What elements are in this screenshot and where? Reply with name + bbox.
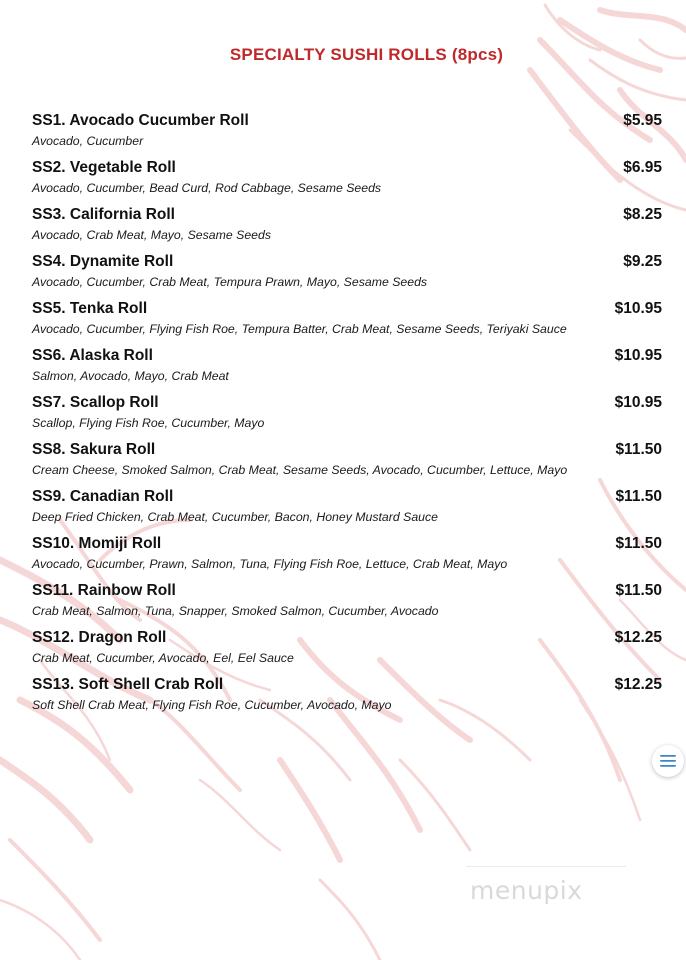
- menu-item-description: Salmon, Avocado, Mayo, Crab Meat: [32, 369, 229, 383]
- menu-item: [32, 488, 662, 535]
- menu-item-name: SS11. Rainbow Roll: [32, 582, 176, 599]
- menu-item: [32, 394, 662, 441]
- menu-item-price: $11.50: [615, 535, 662, 552]
- menu-item-price: $11.50: [615, 441, 662, 458]
- menu-item-price: $11.50: [615, 488, 662, 505]
- menu-item-name: SS2. Vegetable Roll: [32, 159, 176, 176]
- menu-item-price: $10.95: [614, 394, 662, 411]
- menu-item-name: SS7. Scallop Roll: [32, 394, 159, 411]
- menu-item-price: $12.25: [614, 676, 662, 693]
- menu-item: [32, 112, 662, 159]
- menu-item: [32, 159, 662, 206]
- menu-item-name: SS8. Sakura Roll: [32, 441, 156, 458]
- menu-item-name: SS5. Tenka Roll: [32, 300, 148, 317]
- menu-item: [32, 676, 662, 723]
- menupix-watermark: menupix: [470, 876, 583, 905]
- menu-item-description: Crab Meat, Cucumber, Avocado, Eel, Eel Sauce: [32, 651, 294, 665]
- menu-item-name: SS13. Soft Shell Crab Roll: [32, 676, 224, 693]
- menu-item-description: Soft Shell Crab Meat, Flying Fish Roe, Cucumber, Avocado, Mayo: [32, 698, 392, 712]
- page-title: SPECIALTY SUSHI ROLLS (8pcs): [229, 45, 504, 64]
- menu-item-name: SS3. California Roll: [32, 206, 175, 223]
- menu-item-description: Scallop, Flying Fish Roe, Cucumber, Mayo: [32, 416, 265, 430]
- menu-item-name: SS10. Momiji Roll: [32, 535, 162, 552]
- menu-item-price: $12.25: [614, 629, 662, 646]
- menu-item-price: $9.25: [623, 253, 662, 270]
- menu-item: [32, 441, 662, 488]
- menu-item-price: $5.95: [623, 112, 662, 129]
- menu-item-description: Avocado, Cucumber, Bead Curd, Rod Cabbage, Sesame Seeds: [32, 181, 382, 195]
- menu-item-price: $8.25: [623, 206, 662, 223]
- floating-menu-button[interactable]: [652, 745, 684, 777]
- menu-item-description: Avocado, Cucumber: [32, 134, 144, 148]
- menu-item: [32, 629, 662, 676]
- menu-item-price: $10.95: [614, 347, 662, 364]
- watermark-divider: [466, 866, 626, 867]
- menu-item-price: $6.95: [623, 159, 662, 176]
- menu-item: [32, 253, 662, 300]
- menu-item-name: SS12. Dragon Roll: [32, 629, 167, 646]
- menu-item: [32, 347, 662, 394]
- menu-list: [32, 112, 662, 723]
- menu-item-description: Avocado, Crab Meat, Mayo, Sesame Seeds: [32, 228, 272, 242]
- menu-item-description: Cream Cheese, Smoked Salmon, Crab Meat, Sesame Seeds, Avocado, Cucumber, Lettuce, Mayo: [32, 463, 568, 477]
- menu-item-description: Crab Meat, Salmon, Tuna, Snapper, Smoked Salmon, Cucumber, Avocado: [32, 604, 439, 618]
- menu-item-price: $11.50: [615, 582, 662, 599]
- menu-item-description: Avocado, Cucumber, Crab Meat, Tempura Prawn, Mayo, Sesame Seeds: [32, 275, 428, 289]
- menu-item: [32, 582, 662, 629]
- menu-item-name: SS6. Alaska Roll: [32, 347, 153, 364]
- hamburger-menu-icon: [660, 754, 676, 768]
- menu-item-name: SS9. Canadian Roll: [32, 488, 174, 505]
- menu-item-name: SS1. Avocado Cucumber Roll: [32, 112, 249, 129]
- menu-item: [32, 206, 662, 253]
- menu-item: [32, 300, 662, 347]
- menu-item-price: $10.95: [614, 300, 662, 317]
- menu-item-name: SS4. Dynamite Roll: [32, 253, 174, 270]
- menu-item-description: Deep Fried Chicken, Crab Meat, Cucumber, Bacon, Honey Mustard Sauce: [32, 510, 438, 524]
- menu-item-description: Avocado, Cucumber, Flying Fish Roe, Tempura Batter, Crab Meat, Sesame Seeds, Teriyaki Sauce: [32, 322, 567, 336]
- menu-item-description: Avocado, Cucumber, Prawn, Salmon, Tuna, Flying Fish Roe, Lettuce, Crab Meat, Mayo: [32, 557, 508, 571]
- menu-item: [32, 535, 662, 582]
